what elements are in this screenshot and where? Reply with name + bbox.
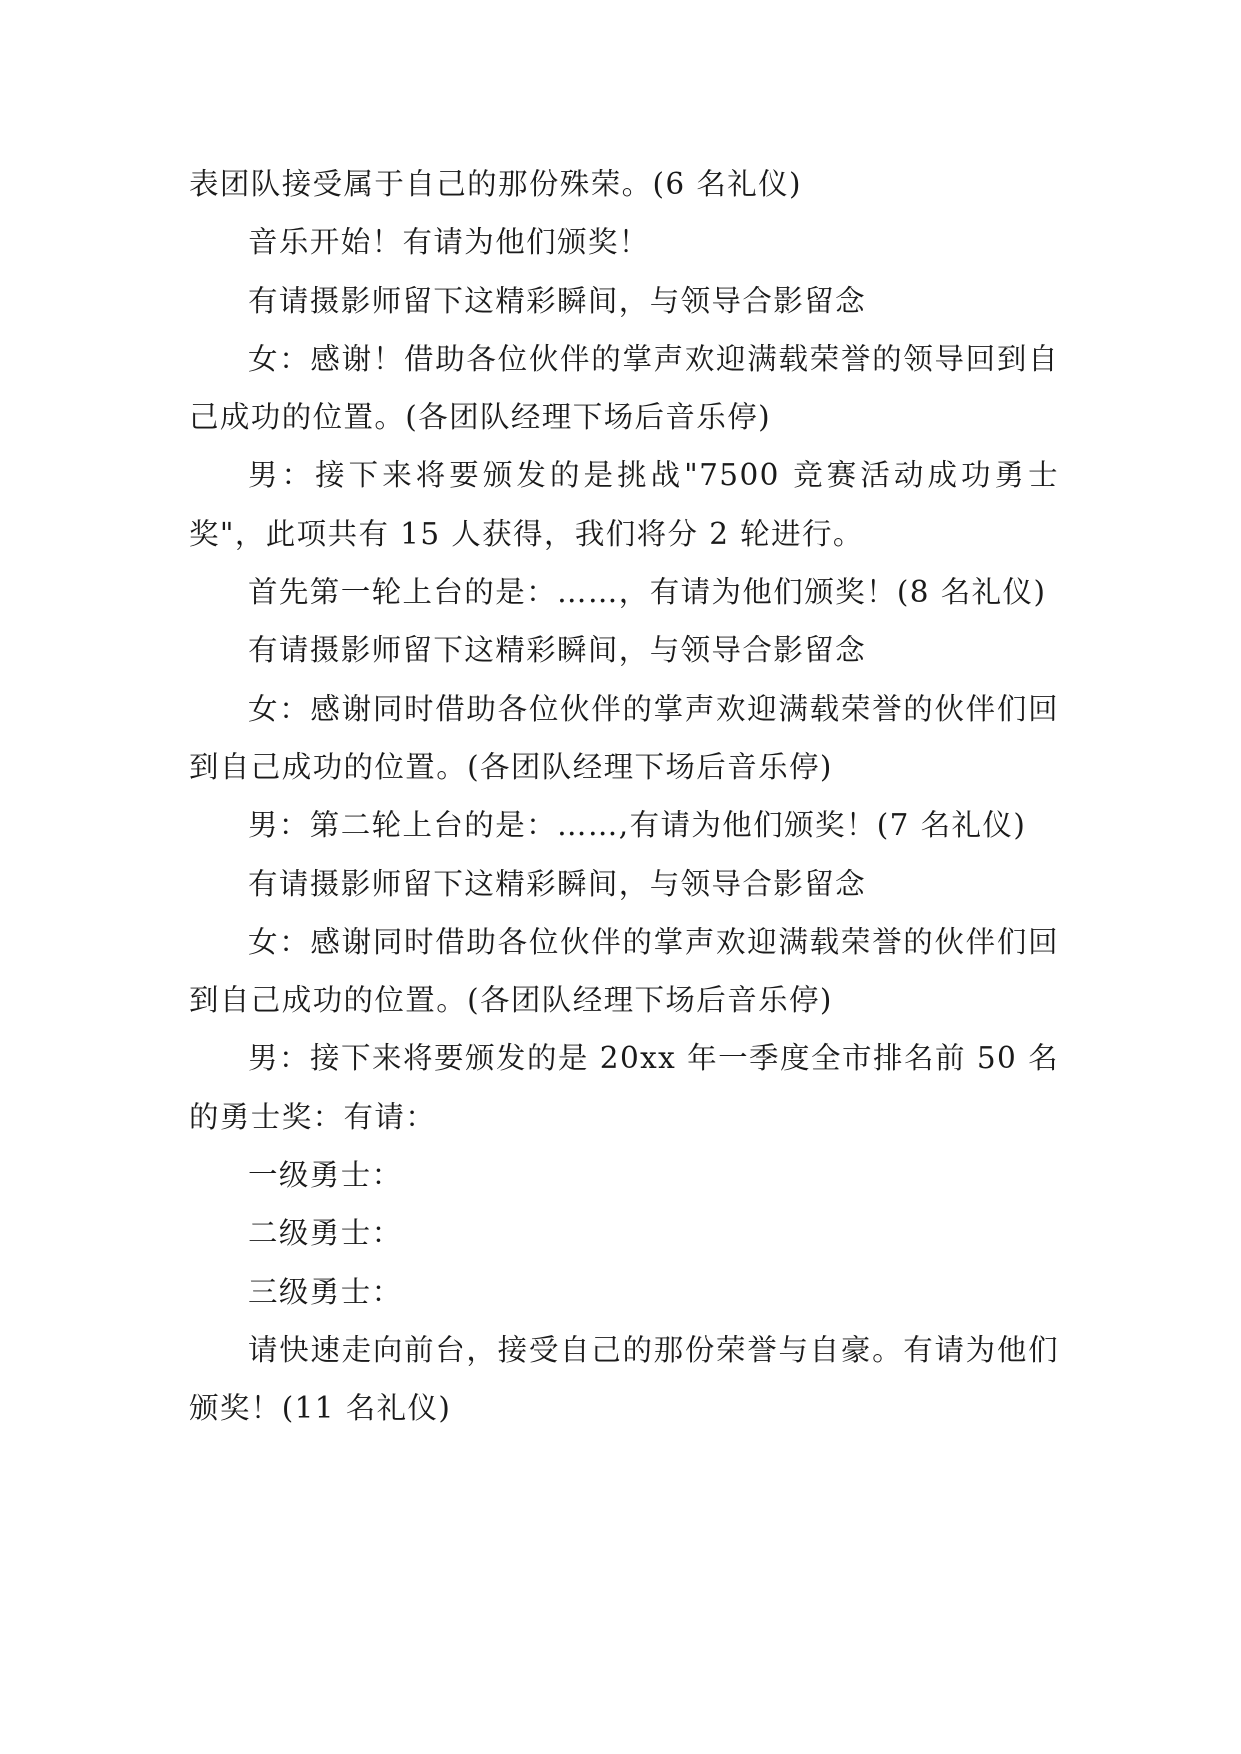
- paragraph-level-3: 三级勇士：: [248, 1274, 403, 1309]
- paragraph-male-award-top50: 男：接下来将要颁发的是 20xx 年一季度全市排名前 50 名的勇士奖：有请：: [189, 1041, 1059, 1134]
- paragraph-first-round: 首先第一轮上台的是：……，有请为他们颁奖！(8 名礼仪): [248, 575, 1047, 610]
- paragraph-level-2: 二级勇士：: [248, 1216, 403, 1251]
- paragraph-second-round: 男：第二轮上台的是：……,有请为他们颁奖！(7 名礼仪): [248, 808, 1027, 843]
- document-body: [189, 155, 1059, 1438]
- paragraph-female-thanks-1: 女：感谢！借助各位伙伴的掌声欢迎满载荣誉的领导回到自己成功的位置。(各团队经理下场后音乐停): [189, 341, 1059, 435]
- paragraph-female-thanks-2: 女：感谢同时借助各位伙伴的掌声欢迎满载荣誉的伙伴们回到自己成功的位置。(各团队经理下场后音乐停): [189, 691, 1059, 784]
- paragraph-male-award-7500: 男：接下来将要颁发的是挑战"7500 竞赛活动成功勇士奖"，此项共有 15 人获得，我们将分 2 轮进行。: [189, 458, 1059, 551]
- paragraph-photo-3: 有请摄影师留下这精彩瞬间，与领导合影留念: [248, 866, 867, 901]
- paragraph-female-thanks-3: 女：感谢同时借助各位伙伴的掌声欢迎满载荣誉的伙伴们回到自己成功的位置。(各团队经理下场后音乐停): [189, 924, 1059, 1018]
- paragraph-continuation: 表团队接受属于自己的那份殊荣。(6 名礼仪): [189, 167, 802, 201]
- paragraph-music-start: 音乐开始！有请为他们颁奖！: [248, 225, 650, 260]
- paragraph-photo-1: 有请摄影师留下这精彩瞬间，与领导合影留念: [248, 283, 867, 318]
- paragraph-level-1: 一级勇士：: [248, 1158, 403, 1193]
- paragraph-photo-2: 有请摄影师留下这精彩瞬间，与领导合影留念: [248, 633, 867, 668]
- paragraph-closing: 请快速走向前台，接受自己的那份荣誉与自豪。有请为他们颁奖！(11 名礼仪): [189, 1332, 1059, 1426]
